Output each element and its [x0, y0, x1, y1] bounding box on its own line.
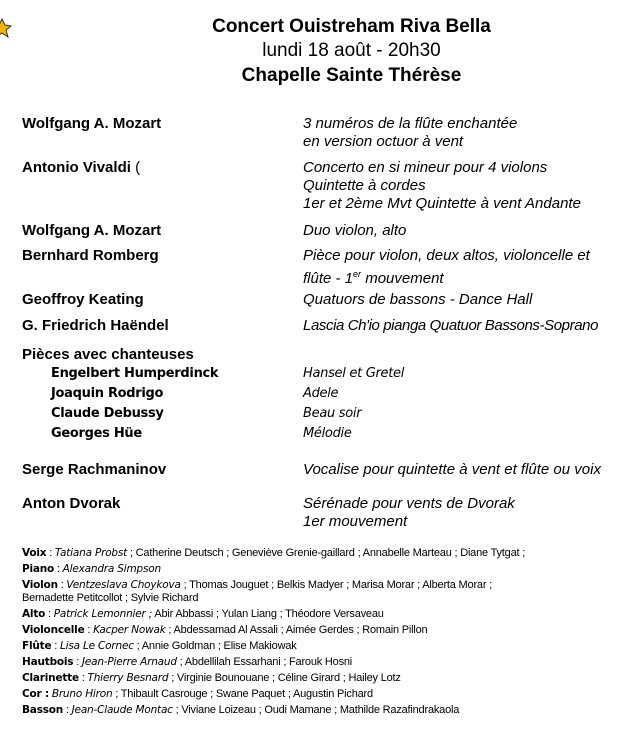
instrument-label: Basson: [22, 704, 64, 716]
musician-line: [22, 622, 525, 638]
work-text: mouvement: [361, 270, 444, 287]
separator: :: [63, 704, 72, 716]
musicians-list: [22, 545, 525, 718]
work-line: [303, 265, 590, 288]
work-line: Vocalise pour quintette à vent et flûte ou voix: [303, 461, 601, 478]
lead-musician: Patrick Lemonnier ;: [53, 608, 153, 620]
work-line: 3 numéros de la flûte enchantée: [303, 115, 518, 132]
section-title: Pièces avec chanteuses: [22, 346, 194, 363]
separator: :: [73, 656, 82, 668]
work-line: Concerto en si mineur pour 4 violons: [303, 159, 548, 176]
separator: :: [51, 640, 60, 652]
lead-musician: Kacper Nowak: [93, 624, 166, 636]
composer-name: Anton Dvorak: [22, 495, 121, 512]
instrument-label: Alto: [22, 608, 46, 620]
work-title: [303, 247, 590, 288]
work-title: [303, 317, 598, 335]
instrument-label: Cor :: [22, 688, 49, 700]
composer-name: Wolfgang A. Mozart: [22, 115, 162, 132]
lead-musician: Alexandra Simpson: [62, 563, 161, 575]
work-title: [303, 291, 532, 309]
other-musicians: ; Abdellilah Essarhani ; Farouk Hosni: [176, 656, 353, 668]
musician-line: [22, 670, 525, 686]
separator: :: [54, 563, 63, 575]
separator: :: [57, 579, 67, 591]
composer-name: Joaquin Rodrigo: [51, 386, 164, 401]
other-musicians: ; Viviane Loizeau ; Oudi Mamane ; Mathilde Razafindrakaola: [172, 704, 460, 716]
lead-musician: Jean-Pierre Arnaud: [81, 656, 177, 668]
composer-name: G. Friedrich Haëndel: [22, 317, 169, 334]
composer-label: Antonio Vivaldi: [22, 159, 131, 176]
instrument-label: Clarinette: [22, 672, 79, 684]
musician-line: [22, 686, 525, 702]
work-line: en version octuor à vent: [303, 133, 464, 150]
musician-line: [22, 654, 525, 670]
work-title: [303, 495, 515, 531]
composer-name: Serge Rachmaninov: [22, 461, 167, 478]
composer-name: Georges Hüe: [51, 426, 142, 441]
musician-line: [22, 702, 525, 718]
musician-line: [22, 606, 525, 622]
other-musicians: ; Abdessamad Al Assali ; Aimée Gerdes ; Romain Pillon: [165, 624, 428, 636]
composer-name: Bernhard Romberg: [22, 247, 159, 264]
instrument-label: Voix: [22, 547, 47, 559]
instrument-label: Hautbois: [22, 656, 74, 668]
work-title: Mélodie: [303, 426, 352, 441]
work-title: [303, 115, 517, 151]
lead-musician: Jean-Claude Montac: [71, 704, 173, 716]
musician-line: [22, 638, 525, 654]
concert-venue: Chapelle Sainte Thérèse: [241, 65, 462, 86]
work-line: 1er et 2ème Mvt Quintette à vent Andante: [303, 195, 581, 212]
musician-line: [22, 545, 525, 561]
work-line: Lascia Ch'io pianga Quatuor Bassons-Soprano: [303, 317, 599, 334]
separator: :: [78, 672, 88, 684]
separator: :: [45, 608, 54, 620]
work-title: Beau soir: [303, 406, 362, 421]
other-musicians: ; Annie Goldman ; Elise Makiowak: [133, 640, 297, 652]
composer-name: Claude Debussy: [51, 406, 164, 421]
other-musicians: ; Catherine Deutsch ; Geneviève Grenie-gaillard ; Annabelle Marteau ; Diane Tytgat ;: [127, 547, 526, 559]
musician-line: [22, 561, 525, 577]
composer-extra: (: [135, 159, 141, 176]
lead-musician: Tatiana Probst: [54, 547, 128, 559]
work-title: [303, 159, 581, 213]
concert-date: lundi 18 août - 20h30: [262, 40, 441, 61]
composer-name: [22, 159, 140, 177]
other-musicians: ; Thomas Jouguet ; Belkis Madyer ; Marisa Morar ; Alberta Morar ;: [180, 579, 492, 591]
work-line: Quatuors de bassons - Dance Hall: [303, 291, 533, 308]
work-line: 1er mouvement: [303, 513, 408, 530]
instrument-label: Piano: [22, 563, 55, 575]
separator: :: [46, 547, 55, 559]
work-line: Duo violon, alto: [303, 222, 407, 239]
work-title: [303, 461, 601, 479]
work-line: Pièce pour violon, deux altos, violoncelle et: [303, 247, 590, 264]
instrument-label: Violon: [22, 579, 58, 591]
other-musicians: ; Virginie Bounouane ; Céline Girard ; Hailey Lotz: [168, 672, 401, 684]
star-logo-icon: [0, 18, 12, 38]
lead-musician: Thierry Besnard: [87, 672, 169, 684]
separator: :: [84, 624, 94, 636]
composer-name: Wolfgang A. Mozart: [22, 222, 162, 239]
instrument-label: Flûte: [22, 640, 52, 652]
work-title: [303, 222, 406, 240]
work-superscript: er: [353, 269, 362, 279]
work-line: Sérénade pour vents de Dvorak: [303, 495, 515, 512]
composer-name: Engelbert Humperdinck: [51, 366, 219, 381]
other-musicians: Abir Abbassi ; Yulan Liang ; Théodore Versaveau: [152, 608, 384, 620]
instrument-label: Violoncelle: [22, 624, 85, 636]
work-title: Hansel et Gretel: [303, 366, 405, 381]
other-musicians: ; Thibault Casrouge ; Swane Paquet ; Augustin Pichard: [112, 688, 373, 700]
lead-musician: Bruno Hiron: [51, 688, 113, 700]
concert-title: Concert Ouistreham Riva Bella: [212, 16, 491, 37]
work-title: Adele: [303, 386, 339, 401]
composer-name: Geoffroy Keating: [22, 291, 144, 308]
lead-musician: Ventzeslava Choykova: [66, 579, 181, 591]
other-musicians: Bernadette Petitcollot ; Sylvie Richard: [22, 592, 199, 604]
lead-musician: Lisa Le Cornec: [59, 640, 134, 652]
work-text: flûte - 1: [303, 270, 354, 287]
work-line: Quintette à cordes: [303, 177, 426, 194]
